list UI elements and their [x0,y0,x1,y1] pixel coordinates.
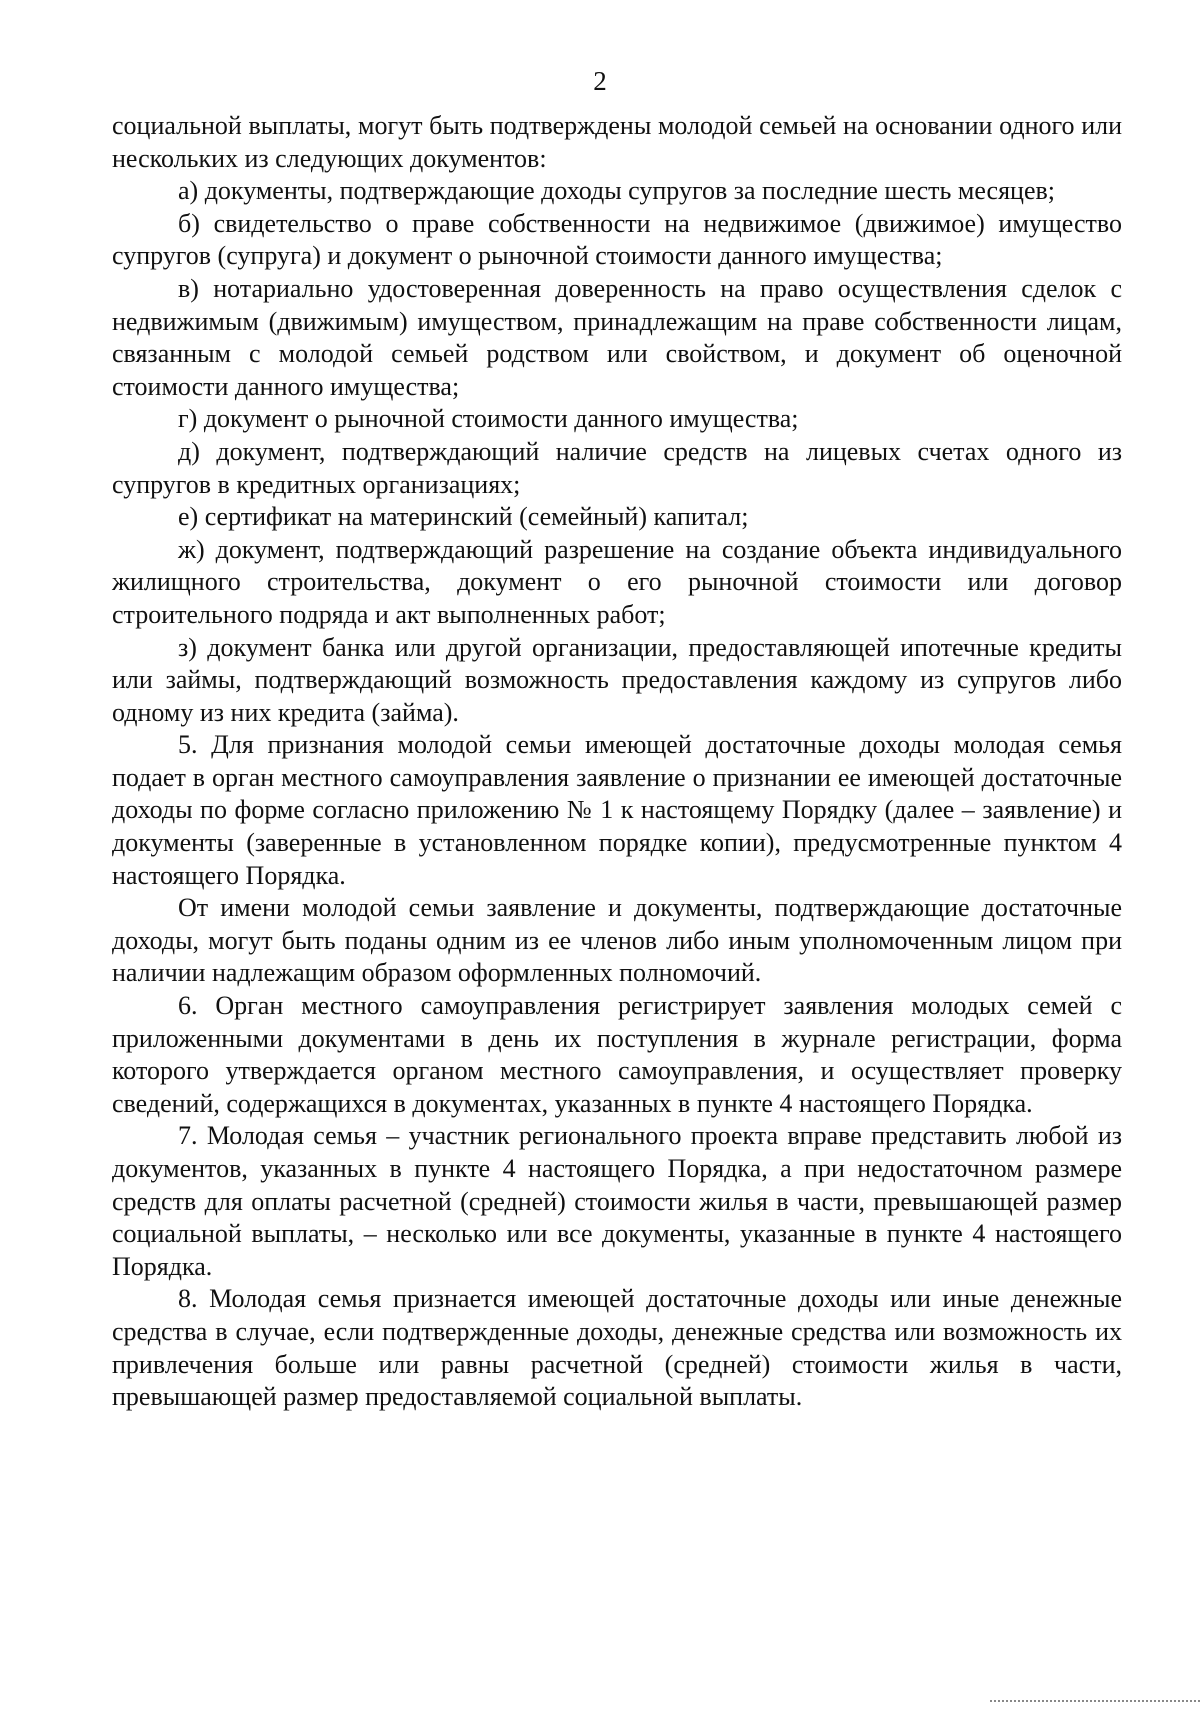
list-item-g: г) документ о рыночной стоимости данного имущества; [178,404,799,434]
clause-8: 8. Молодая семья признается имеющей достаточные доходы или иные денежные средства в случае, если подтвержденные доходы, денежные средства или возможность их привлечения больше или равны расчетной (средней) стоимости жилья в части, превышающей размер предоставляемой социальной выплаты. [112,1284,1122,1412]
clause-5-continued: От имени молодой семьи заявление и документы, подтверждающие достаточные доходы, могут быть поданы одним из ее членов либо иным уполномоченным лицом при наличии надлежащим образом оформленных полномочий. [112,893,1122,988]
list-item-zh: ж) документ, подтверждающий разрешение на создание объекта индивидуального жилищного строительства, документ о его рыночной стоимости или договор строительного подряда и акт выполненных работ; [112,534,1122,629]
list-item-z: з) документ банка или другой организации, предоставляющей ипотечные кредиты или займы, подтверждающий возможность предоставления каждому из супругов либо одному из них кредита (займа). [112,632,1122,727]
list-item-b: б) свидетельство о праве собственности на недвижимое (движимое) имущество супругов (супруга) и документ о рыночной стоимости данного имущества; [112,208,1122,271]
paragraph-continuation: социальной выплаты, могут быть подтверждены молодой семьей на основании одного или нескольких из следующих документов: [112,111,1122,173]
clause-7: 7. Молодая семья – участник регионального проекта вправе представить любой из документов, указанных в пункте 4 настоящего Порядка, а при недостаточном размере средств для оплаты расчетной (средней) стоимости жилья в части, превышающей размер социальной выплаты, – несколько или все документы, указанные в пункте 4 настоящего Порядка. [112,1121,1122,1281]
list-item-a: а) документы, подтверждающие доходы супругов за последние шесть месяцев; [178,176,1055,206]
clause-6: 6. Орган местного самоуправления регистрирует заявления молодых семей с приложенными документами в день их поступления в журнале регистрации, форма которого утверждается органом местного самоуправления, и осуществляет проверку сведений, содержащихся в документах, указанных в пункте 4 настоящего Порядка. [112,991,1122,1118]
scan-edge-mark [990,1700,1200,1704]
clause-5: 5. Для признания молодой семьи имеющей достаточные доходы молодая семья подает в орган местного самоуправления заявление о признании ее имеющей достаточные доходы по форме согласно приложению № 1 к настоящему Порядку (далее – заявление) и документы (заверенные в установленном порядке копии), предусмотренные пунктом 4 настоящего Порядка. [112,730,1122,890]
page-number: 2 [593,66,607,96]
document-body [112,110,1122,1414]
list-item-v: в) нотариально удостоверенная доверенность на право осуществления сделок с недвижимым (движимым) имуществом, принадлежащим на праве собственности лицам, связанным с молодой семьей родством или свойством, и документ об оценочной стоимости данного имущества; [112,273,1122,401]
list-item-e: е) сертификат на материнский (семейный) капитал; [178,502,749,532]
list-item-d: д) документ, подтверждающий наличие средств на лицевых счетах одного из супругов в кредитных организациях; [112,436,1122,499]
